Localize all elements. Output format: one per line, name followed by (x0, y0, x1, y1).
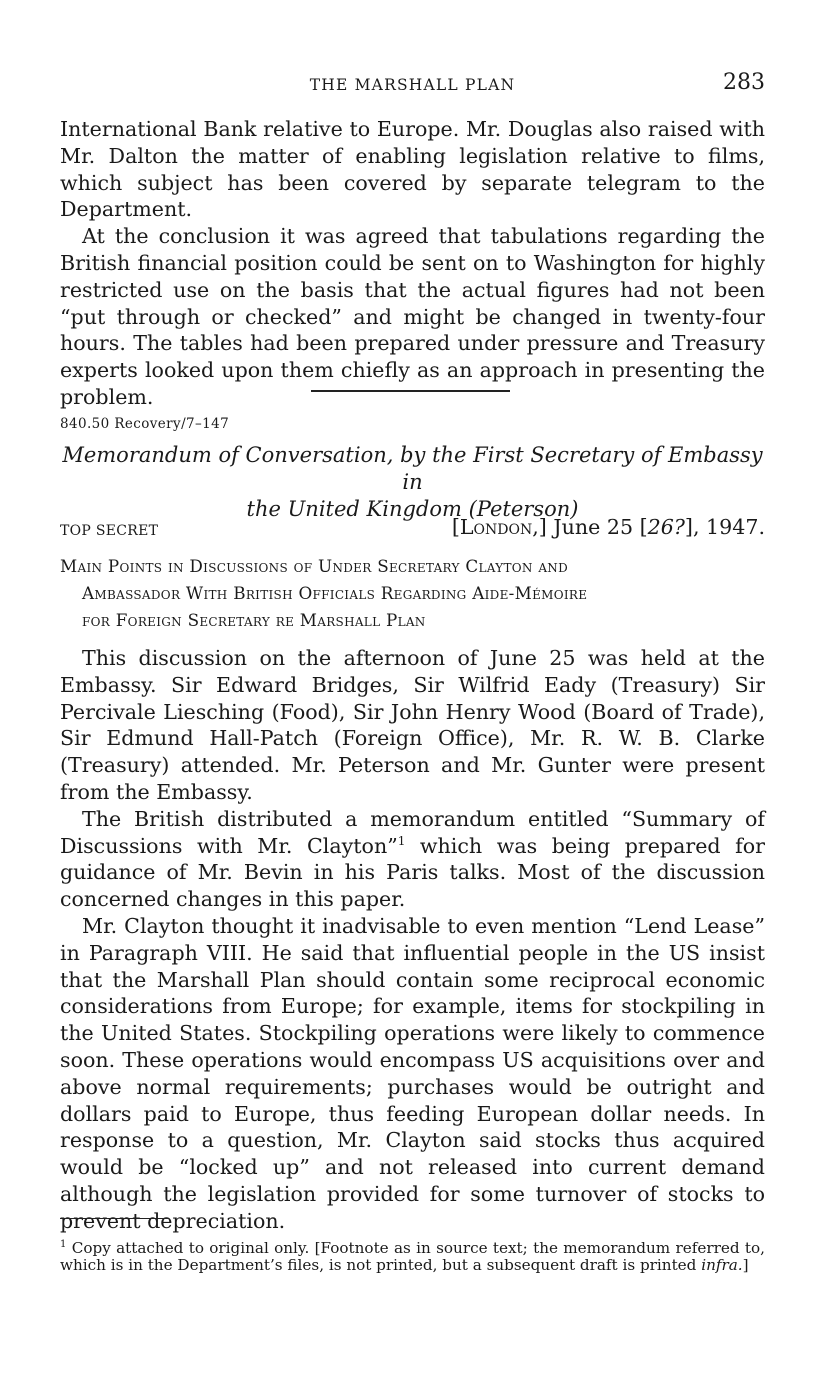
dateline-bracket: [ (451, 515, 460, 539)
footnote (60, 1236, 765, 1274)
memo-paragraph-text: The British distributed a memorandum entitled “Summary of Discussions with Mr. Clayton” (60, 806, 765, 858)
memo-title-line: Memorandum of Conversation, by the First Secretary of Embassy in (62, 443, 763, 494)
footnote-mark: 1 (60, 1239, 67, 1250)
running-title: THE MARSHALL PLAN (309, 76, 516, 94)
dateline (452, 515, 765, 539)
continued-paragraph: International Bank relative to Europe. Mr. Douglas also raised with Mr. Dalton the matter of enabling legislation relative to films, which subject has been covered by separate telegram to the Department. (60, 117, 765, 222)
subject-line: for Foreign Secretary re Marshall Plan (82, 610, 426, 630)
page-number: 283 (723, 70, 765, 95)
dateline-uncertain-day: 26? (647, 515, 685, 539)
classification-label: TOP SECRET (60, 523, 159, 539)
section-divider (311, 390, 510, 392)
footnote-closing: ] (742, 1256, 749, 1275)
dateline-year: ], 1947. (684, 515, 765, 539)
memo-title-line: the United Kingdom (Peterson) (246, 496, 579, 521)
subject-heading (60, 553, 765, 634)
memo-paragraph: Mr. Clayton thought it inadvisable to even mention “Lend Lease” in Paragraph VIII. He said that influential people in the US insist that the Marshall Plan should contain some reciprocal economic considerations from Europe; for example, items for stockpiling in the United States. Stockpiling operations were likely to commence soon. These operations would encompass US acquisitions over and above normal requirements; purchases would be outright and dollars paid to Europe, thus feeding European dollar needs. In response to a question, Mr. Clayton said stocks thus acquired would be “locked up” and not released into current demand although the legislation provided for some turnover of stocks to prevent depreciation. (60, 913, 765, 1233)
running-head (60, 70, 765, 100)
memo-title (60, 442, 765, 522)
footnote-italic-word: infra. (701, 1256, 743, 1275)
continued-text (60, 116, 765, 411)
footnote-text: Copy attached to original only. [Footnote as in source text; the memorandum referred to, which is in the Department’s files, is not printed, but a subsequent draft is printed (60, 1239, 766, 1275)
dateline-place: London, (459, 515, 539, 539)
subject-line: Ambassador With British Officials Regarding Aide-Mémoire (82, 583, 588, 603)
memo-paragraph (60, 806, 765, 913)
dateline-date: ] June 25 [ (538, 515, 648, 539)
footnote-rule (60, 1218, 168, 1219)
footnote-reference: 1 (397, 833, 406, 848)
memo-paragraph-text: which was being prepared for guidance of Mr. Bevin in his Paris talks. Most of the discussion concerned changes in this paper. (60, 833, 765, 912)
memo-body (60, 645, 765, 1235)
file-number: 840.50 Recovery/7–147 (60, 416, 230, 432)
memo-paragraph: This discussion on the afternoon of June 25 was held at the Embassy. Sir Edward Bridges, Sir Wilfrid Eady (Treasury) Sir Percivale Liesching (Food), Sir John Henry Wood (Board of Trade), Sir Edmund Hall-Patch (Foreign Office), Mr. R. W. B. Clarke (Treasury) attended. Mr. Peterson and Mr. Gunter were present from the Embassy. (60, 646, 765, 804)
subject-line: Main Points in Discussions of Under Secretary Clayton and (60, 556, 569, 576)
continued-paragraph: At the conclusion it was agreed that tabulations regarding the British financial position could be sent on to Washington for highly restricted use on the basis that the actual figures had not been “put through or checked” and might be changed in twenty-four hours. The tables had been prepared under pressure and Treasury experts looked upon them chiefly as an approach in presenting the problem. (60, 224, 765, 409)
